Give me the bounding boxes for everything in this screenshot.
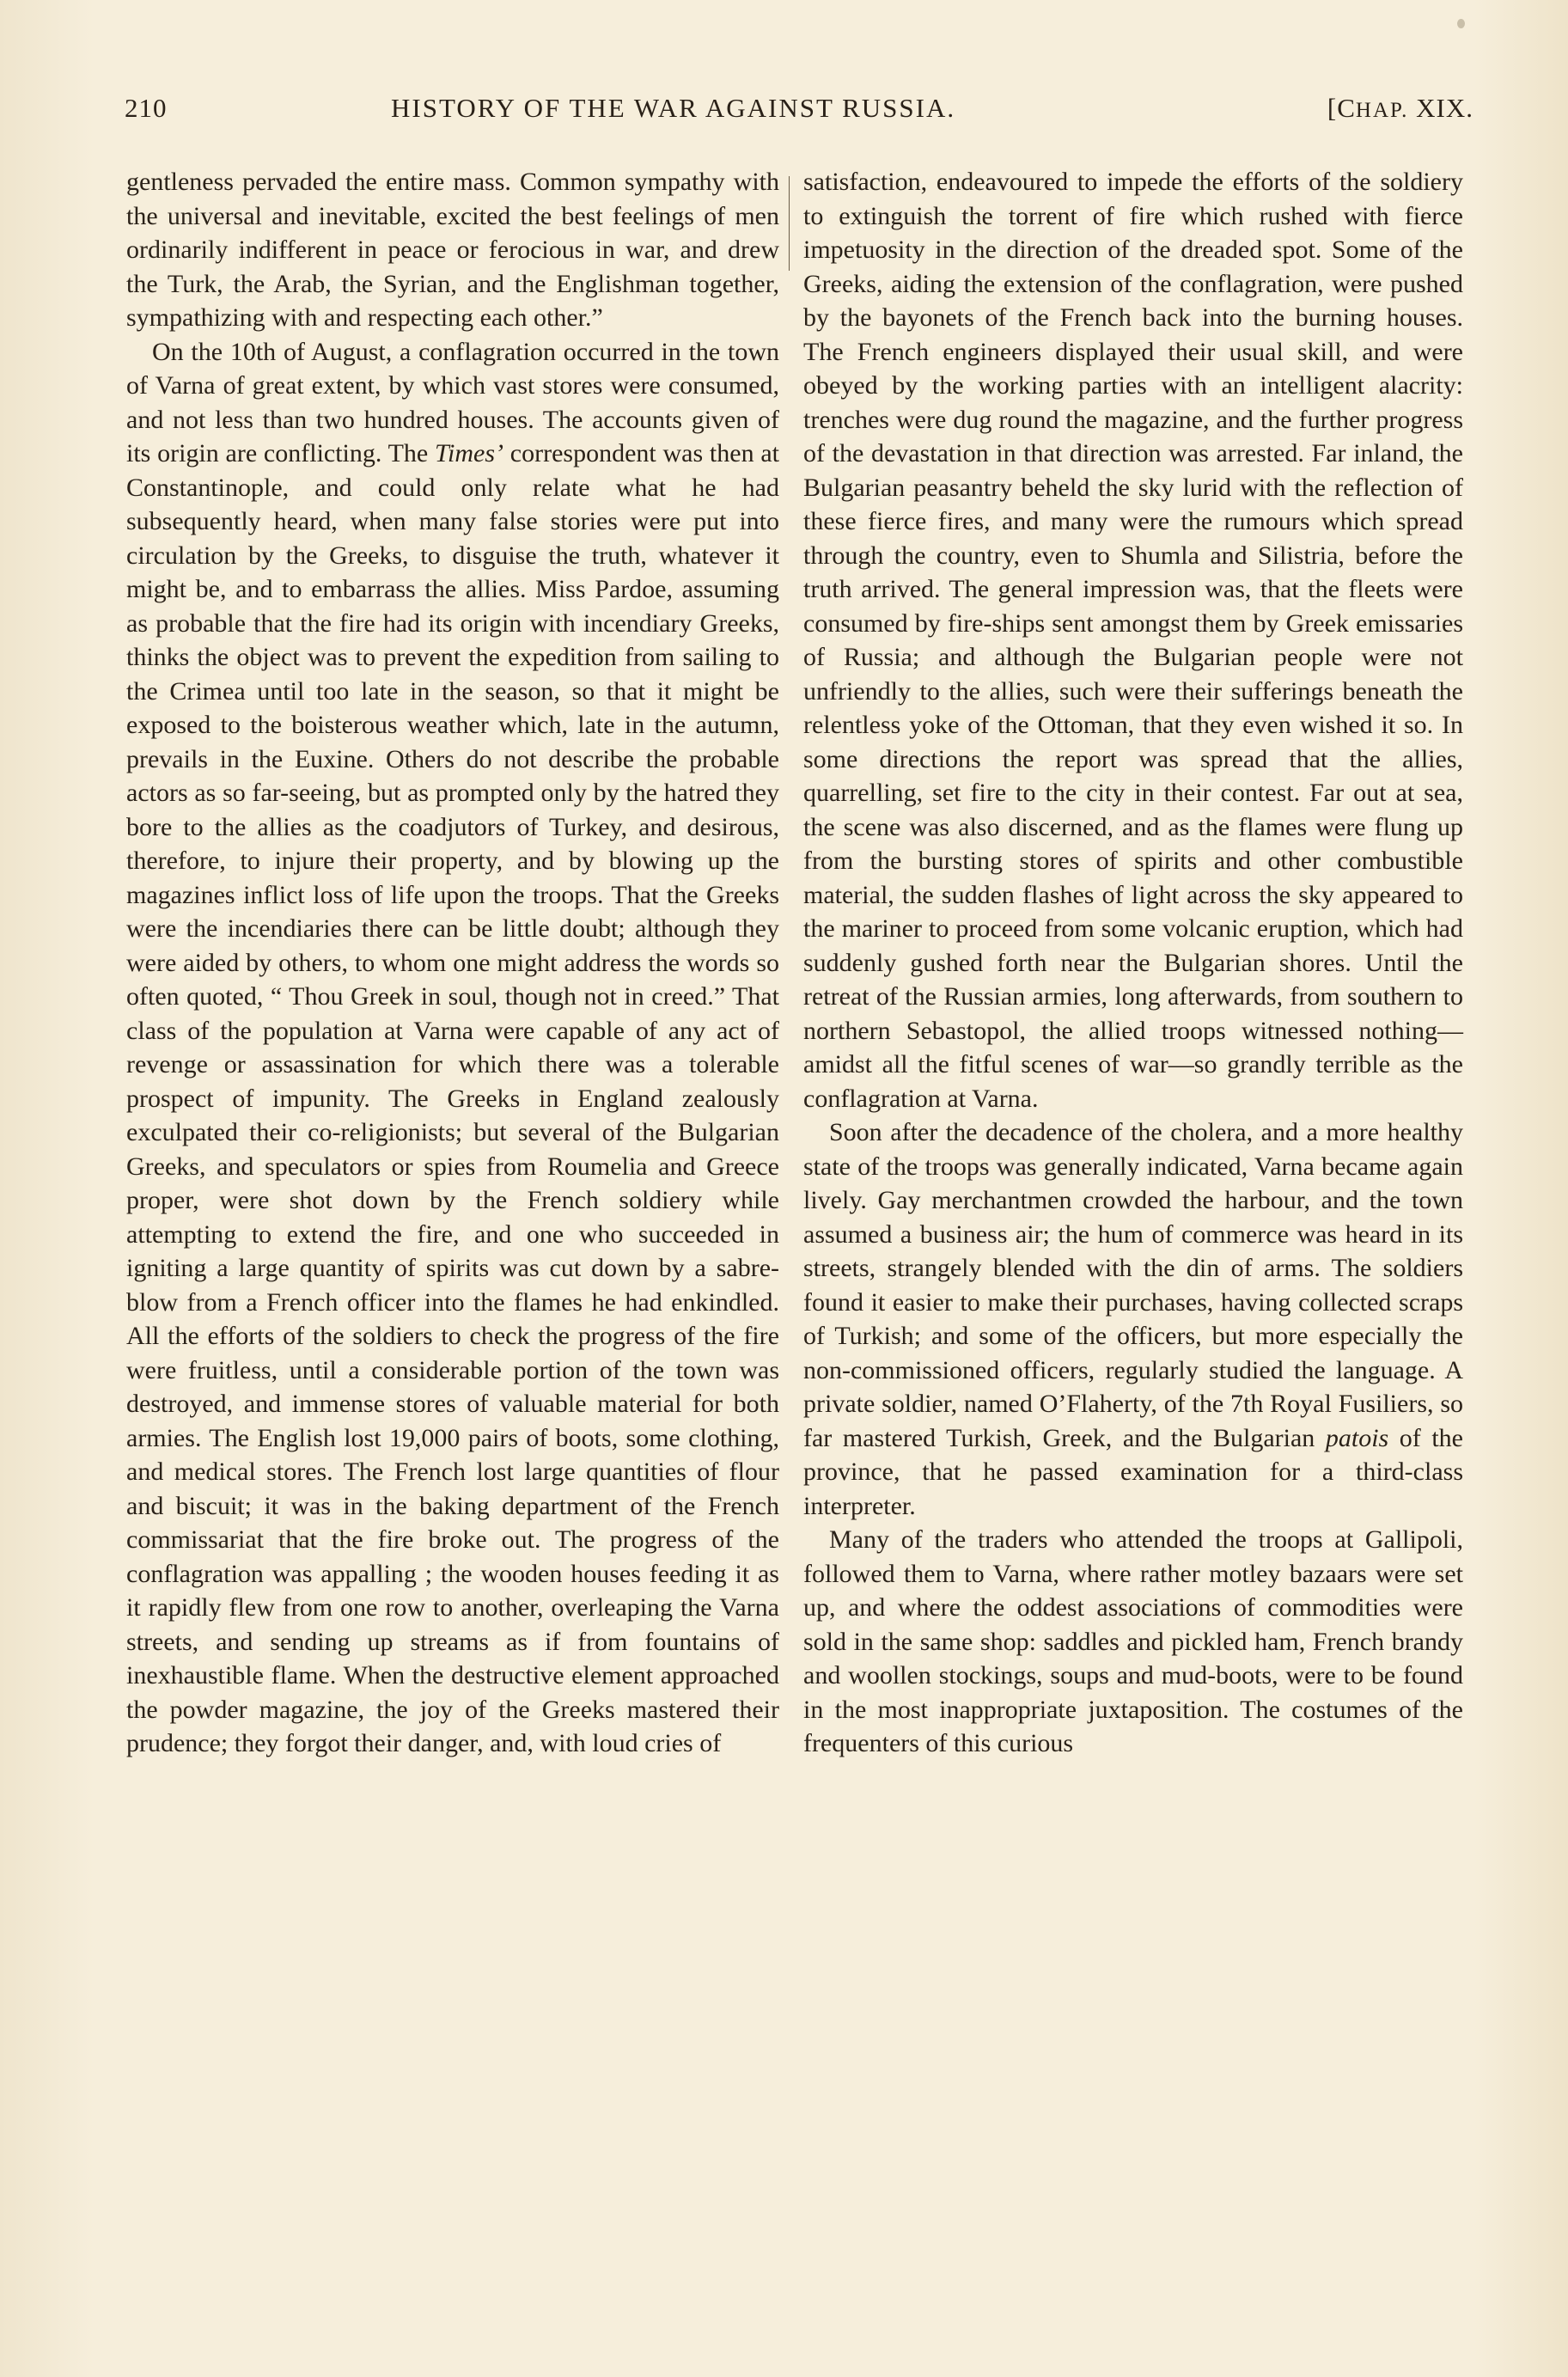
page-number: 210 [125, 93, 168, 123]
paragraph: satisfaction, endeavoured to impede the efforts of the soldiery to extinguish the torrent of fire which rushed with fierce impetuosity in the direction of the dreaded spot. Some of the Greeks, aiding the extension of the conflagration, were pushed by the bayonets of the French back into the burning houses. The French engineers displayed their usual skill, and were obeyed by the working parties with an intelligent alacrity: trenches were dug round the magazine, and the further progress of the devastation in that direction was arrested. Far inland, the Bulgarian peasantry beheld the sky lurid with the reflection of these fierce fires, and many were the rumours which spread through the country, even to Shumla and Silistria, before the truth arrived. The general impression was, that the fleets were consumed by fire-ships sent amongst them by Greek emissaries of Russia; and although the Bulgarian people were not unfriendly to the allies, such were their sufferings beneath the relentless yoke of the Ottoman, that they even wished it so. In some directions the report was spread that the allies, quarrelling, set fire to the city in their contest. Far out at sea, the scene was also discerned, and as the flames were flung up from the bursting stores of spirits and other combustible material, the sudden flashes of light across the sky appeared to the mariner to proceed from some volcanic eruption, which had suddenly gushed forth near the Bulgarian shores. Until the retreat of the Russian armies, long afterwards, from southern to northern Sebastopol, the allied troops witnessed nothing— amidst all the fitful scenes of war—so grandly terrible as the conflagration at Varna. [803, 168, 1463, 1113]
paragraph: gentleness pervaded the entire mass. Common sympathy with the universal and inevitable, excited the best feelings of men ordinarily indifferent in peace or ferocious in war, and drew the Turk, the Arab, the Syrian, and the Englishman together, sympathizing with and respecting each other.” [126, 168, 779, 332]
column-rule [789, 176, 790, 271]
italic-text: Times’ [435, 439, 504, 467]
chapter-small: HAP. [1355, 99, 1409, 122]
running-title: HISTORY OF THE WAR AGAINST RUSSIA. [391, 93, 956, 123]
right-column [803, 165, 1463, 1761]
text-run: correspondent was then at Constantinople, and could only relate what he had subsequently heard, when many false stories were put into circulation by the Greeks, to disguise the truth, whatever it might be, and to embarrass the allies. Miss Pardoe, assuming as probable that the fire had its origin with incendiary Greeks, thinks the object was to prevent the expedition from sailing to the Crimea until too late in the season, so that it might be exposed to the boisterous weather which, late in the autumn, prevails in the Euxine. Others do not describe the probable actors as so far-seeing, but as prompted only by the hatred they bore to the allies as the coadjutors of Turkey, and desirous, therefore, to injure their property, and by blowing up the magazines inflict loss of life upon the troops. That the Greeks were the incendiaries there can be little doubt; although they were aided by others, to whom one might address the words so often quoted, “ Thou Greek in soul, though not in creed.” That class of the population at Varna were capable of any act of revenge or assassination for which there was a tolerable prospect of impunity. The Greeks in England zealously exculpated their co-religionists; but several of the Bulgarian Greeks, and speculators or spies from Roumelia and Greece proper, were shot down by the French soldiery while attempting to extend the fire, and one who succeeded in igniting a large quantity of spirits was cut down by a sabre-blow from a French officer into the flames he had enkindled. All the efforts of the soldiers to check the progress of the fire were fruitless, until a considerable portion of the town was destroyed, and immense stores of valuable material for both armies. The English lost 19,000 pairs of boots, some clothing, and medical stores. The French lost large quantities of flour and biscuit; it was in the baking department of the French commissariat that the fire broke out. The progress of the conflagration was appalling ; the wooden houses feeding it as it rapidly flew from one row to another, overleaping the Varna streets, and sending up streams as if from fountains of inexhaustible flame. When the destructive element approached the powder magazine, the joy of the Greeks mastered their prudence; they forgot their danger, and, with loud cries of [126, 439, 779, 1757]
chapter-label [1327, 93, 1473, 124]
paragraph: Many of the traders who attended the troops at Gallipoli, followed them to Varna, where rather motley bazaars were set up, and where the oddest associations of commodities were sold in the same shop: saddles and pickled ham, French brandy and woollen stockings, soups and mud-boots, were to be found in the most inappropriate juxtaposition. The costumes of the frequenters of this curious [803, 1525, 1463, 1757]
paragraph [803, 1115, 1463, 1523]
text-run: On the 10th of August, a conflagration occurred in the town of Varna of great extent, by which vast stores were consumed, and not less than two hundred houses. The accounts given of its origin are conflicting. The [126, 337, 779, 467]
page-header [125, 93, 1473, 131]
chapter-open: [C [1327, 93, 1356, 123]
chapter-number: XIX. [1408, 93, 1473, 123]
paragraph [126, 335, 779, 1761]
paper-speck [1457, 19, 1465, 28]
left-column [126, 165, 779, 1761]
text-run: Soon after the decadence of the cholera, and a more healthy state of the troops was generally indicated, Varna became again lively. Gay merchantmen crowded the harbour, and the town assumed a business air; the hum of commerce was heard in its streets, strangely blended with the din of arms. The soldiers found it easier to make their purchases, having collected scraps of Turkish; and some of the officers, but more especially the non-commissioned officers, regularly studied the language. A private soldier, named O’Flaherty, of the 7th Royal Fusiliers, so far mastered Turkish, Greek, and the Bulgarian [803, 1118, 1463, 1452]
italic-text: patois [1325, 1423, 1389, 1452]
text-run: of the province, that he passed examination for a third-class interpreter. [803, 1423, 1464, 1520]
